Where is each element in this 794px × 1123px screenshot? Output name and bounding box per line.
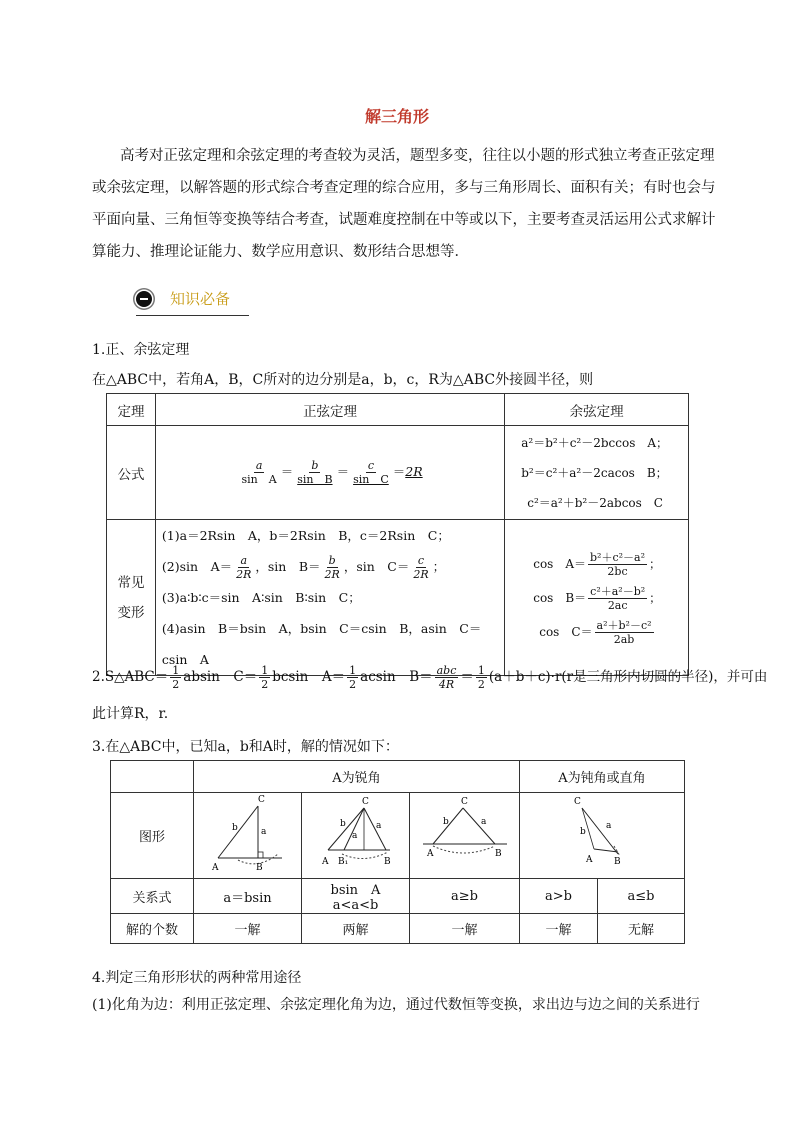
- header-obtuse: A为钝角或直角: [520, 761, 685, 793]
- item4-paragraph: (1)化角为边：利用正弦定理、余弦定理化角为边，通过代数恒等变换，求出边与边之间的关系进行: [92, 997, 700, 1013]
- count-cell: 一解: [194, 914, 302, 944]
- solution-cases-table: [110, 760, 685, 944]
- intro-paragraph: [92, 140, 716, 268]
- page-title: 解三角形: [364, 107, 429, 126]
- svg-text:C: C: [574, 796, 581, 807]
- figure-case-2: [302, 793, 410, 879]
- table-header: 定理: [107, 394, 156, 426]
- count-cell: 两解: [302, 914, 410, 944]
- count-cell: 无解: [598, 914, 685, 944]
- svg-text:B: B: [255, 862, 263, 873]
- svg-text:a: a: [351, 830, 357, 841]
- variant-4: (4)asin B＝bsin A，bsin C＝csin B，asin C＝csin A: [161, 621, 482, 667]
- variant-2: (2)sin A＝ $\frac{a}{2R}$ ，sin B＝ $\frac{b}{2R}$ ，sin C＝ $\frac{c}{2R}$ ；: [161, 554, 446, 581]
- svg-text:a: a: [375, 820, 381, 831]
- intro-line: 平面向量、三角恒等变换等结合考查，试题难度控制在中等或以下，主要考查灵活运用公式求解计: [92, 212, 716, 228]
- cos-law-c: c²＝a²＋b²－2abcos C: [527, 495, 663, 510]
- figure-case-1: [194, 793, 302, 879]
- section-label: 知识必备: [170, 290, 231, 308]
- relation-cell: a>b: [520, 879, 598, 914]
- relation-cell: a≤b: [598, 879, 685, 914]
- svg-text:b: b: [580, 826, 586, 837]
- header-acute: A为锐角: [194, 761, 520, 793]
- svg-text:b: b: [442, 816, 449, 827]
- svg-text:a: a: [480, 816, 486, 827]
- item4-heading: 4.判定三角形形状的两种常用途径: [92, 970, 302, 986]
- cosine-law-formulas: [505, 426, 689, 520]
- intro-line: 算能力、推理论证能力、数学应用意识、数形结合思想等．: [92, 244, 469, 260]
- cos-form-a: cos A＝ $\frac{\text{b²＋c²－a²}}{2bc}$ ；: [533, 550, 662, 578]
- table-header: 余弦定理: [505, 394, 689, 426]
- minus-circle-icon: [136, 291, 152, 307]
- svg-text:A: A: [211, 862, 218, 873]
- variant-3: (3)a∶b∶c＝sin A∶sin B∶sin C；: [161, 590, 361, 605]
- item3-heading: 3.在△ABC中，已知a，b和A时，解的情况如下：: [92, 739, 399, 755]
- relation-cell: a≥b: [410, 879, 520, 914]
- cos-law-b: b²＝c²＋a²－2cacos B；: [521, 465, 668, 480]
- area-formula-cont: 此计算R，r.: [92, 706, 169, 722]
- row-label-count: 解的个数: [111, 914, 194, 944]
- section-heading: [136, 288, 249, 316]
- row-label-figure: 图形: [111, 793, 194, 879]
- svg-text:A: A: [321, 856, 328, 867]
- count-cell: 一解: [410, 914, 520, 944]
- figure-case-3: [410, 793, 520, 879]
- relation-cell: bsin A a<a<b: [302, 879, 410, 914]
- svg-text:C: C: [257, 794, 265, 805]
- svg-text:C: C: [460, 796, 468, 807]
- svg-text:A: A: [426, 848, 433, 859]
- table-header: 正弦定理: [155, 394, 504, 426]
- item1-heading: 1.正、余弦定理: [92, 342, 190, 358]
- variant-1: (1)a＝2Rsin A，b＝2Rsin B，c＝2Rsin C；: [161, 528, 450, 543]
- cosine-law-variants: [505, 520, 689, 676]
- intro-line: 高考对正弦定理和余弦定理的考查较为灵活，题型多变，往往以小题的形式独立考查正弦定理: [120, 148, 715, 164]
- sine-law-variants: [155, 520, 504, 676]
- svg-text:B: B: [494, 848, 502, 859]
- item1-premise: 在△ABC中，若角A，B，C所对的边分别是a，b，c，R为△ABC外接圆半径，则: [92, 372, 594, 388]
- sine-law-formula: $\frac{a}{\text{sin A}}$ ＝ $\frac{b}{\text{sin B}}$ ＝ $\frac{c}{\text{sin C}}$ ＝2R: [155, 426, 504, 520]
- row-label-formula: 公式: [107, 426, 156, 520]
- intro-line: 或余弦定理，以解答题的形式综合考查定理的综合应用，多与三角形周长、面积有关；有时也会与: [92, 180, 716, 196]
- svg-text:b: b: [231, 822, 238, 833]
- relation-cell: a＝bsin: [194, 879, 302, 914]
- row-label-derived: 常见 变形: [107, 520, 156, 676]
- svg-text:C: C: [361, 796, 369, 807]
- svg-text:a: a: [260, 826, 266, 837]
- cos-law-a: a²＝b²＋c²－2bccos A；: [521, 435, 669, 450]
- svg-text:a: a: [606, 820, 612, 831]
- cos-form-c: cos C＝ $\frac{\text{a²＋b²－c²}}{2ab}$: [539, 618, 652, 646]
- count-cell: 一解: [520, 914, 598, 944]
- area-formula: 2.S△ABC＝ $\frac{1}{2}$ absin C＝ $\frac{1}{2}$ bcsin A＝ $\frac{1}{2}$ acsin B＝ $\frac{\text{abc}}{4R}$ ＝ $\frac{1}{2}$ (a＋b＋c)·r(r是三角形内切圆的半径)，并可由: [92, 664, 768, 691]
- row-label-relation: 关系式: [111, 879, 194, 914]
- figure-obtuse: [520, 793, 685, 879]
- svg-text:B: B: [614, 856, 621, 867]
- law-table: [106, 393, 689, 676]
- svg-text:B: B: [383, 856, 391, 867]
- cos-form-b: cos B＝ $\frac{\text{c²＋a²－b²}}{2ac}$ ；: [533, 584, 662, 612]
- svg-text:B₁: B₁: [337, 856, 348, 867]
- svg-text:b: b: [339, 818, 346, 829]
- svg-text:A: A: [586, 854, 593, 865]
